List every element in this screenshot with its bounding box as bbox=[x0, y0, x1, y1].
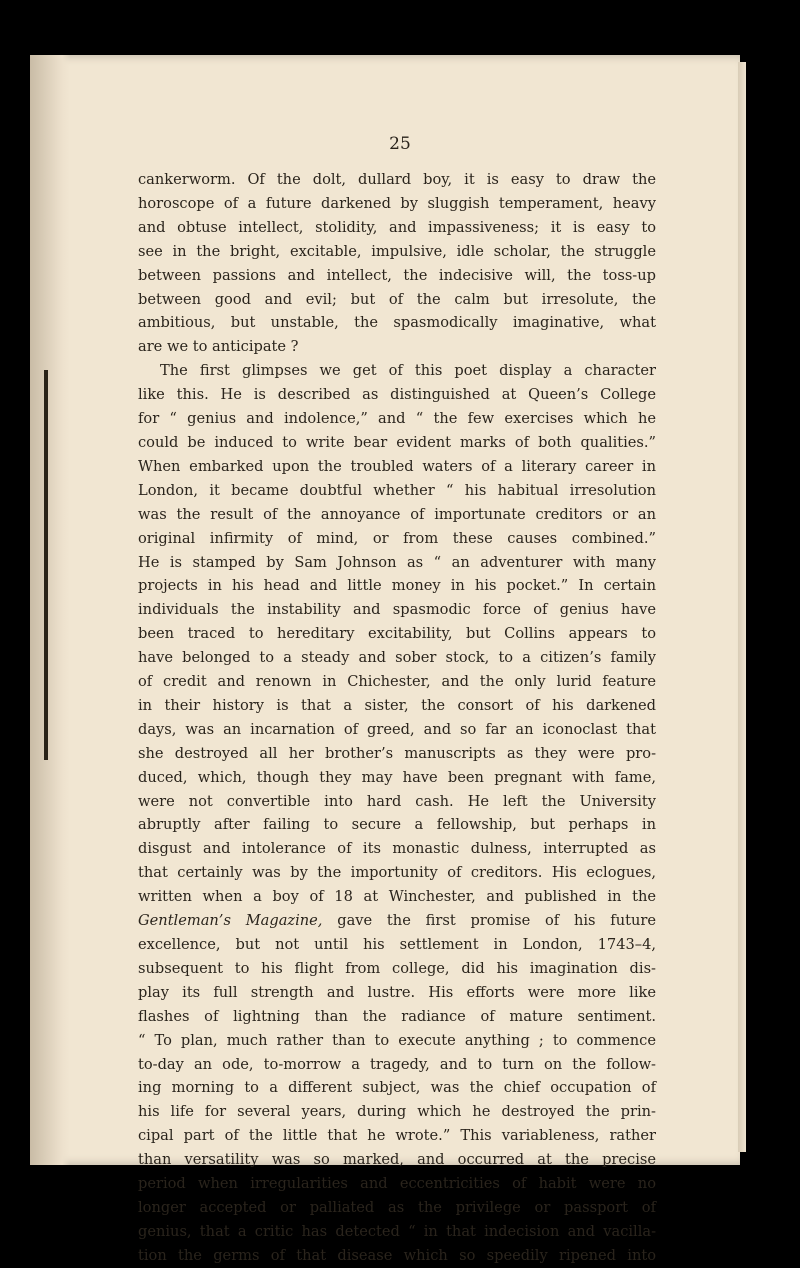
text-line: period when irregularities and eccentricities of habit were no bbox=[138, 1175, 656, 1193]
binding-rule bbox=[44, 370, 48, 760]
text-line: abruptly after failing to secure a fellowship, but perhaps in bbox=[138, 816, 656, 834]
text-line: tion the germs of that disease which so speedily ripened into bbox=[138, 1246, 656, 1264]
body-text bbox=[138, 168, 656, 1268]
text-line: excellence, but not until his settlement in London, 1743–4, bbox=[138, 936, 656, 953]
text-line: like this. He is described as distinguished at Queen’s College bbox=[138, 386, 656, 404]
text-line: original infirmity of mind, or from these causes combined.” bbox=[138, 529, 656, 547]
page-number: 25 bbox=[389, 134, 411, 154]
text-line: were not convertible into hard cash. He left the University bbox=[138, 792, 656, 810]
text-line: genius, that a critic has detected “ in that indecision and vacilla- bbox=[138, 1222, 656, 1240]
text-line: disgust and intolerance of its monastic dulness, interrupted as bbox=[138, 840, 656, 858]
text-line: of credit and renown in Chichester, and the only lurid feature bbox=[138, 673, 656, 691]
text-line: she destroyed all her brother’s manuscripts as they were pro- bbox=[138, 744, 656, 762]
text-line: subsequent to his flight from college, did his imagination dis- bbox=[138, 959, 656, 977]
text-line: than versatility was so marked, and occurred at the precise bbox=[138, 1151, 656, 1169]
text-line: projects in his head and little money in his pocket.” In certain bbox=[138, 577, 656, 595]
text-line: flashes of lightning than the radiance of mature sentiment. bbox=[138, 1007, 656, 1025]
text-line: cankerworm. Of the dolt, dullard boy, it is easy to draw the bbox=[138, 171, 656, 188]
text-line: The first glimpses we get of this poet display a character bbox=[160, 362, 656, 380]
text-line: are we to anticipate ? bbox=[138, 338, 299, 356]
text-line-with-title bbox=[138, 909, 656, 933]
text-line: When embarked upon the troubled waters of a literary career in bbox=[138, 457, 656, 475]
text-line: for “ genius and indolence,” and “ the few exercises which he bbox=[138, 410, 656, 428]
text-line: ambitious, but unstable, the spasmodically imaginative, what bbox=[138, 314, 656, 332]
text-line: have belonged to a steady and sober stock, to a citizen’s family bbox=[138, 649, 656, 667]
text-fragment: gave the first promise of his future bbox=[322, 912, 656, 930]
text-line: in their history is that a sister, the consort of his darkened bbox=[138, 696, 656, 714]
text-line: between passions and intellect, the indecisive will, the toss-up bbox=[138, 266, 656, 284]
text-line: He is stamped by Sam Johnson as “ an adventurer with many bbox=[138, 553, 656, 571]
text-line: horoscope of a future darkened by sluggish temperament, heavy bbox=[138, 194, 656, 212]
text-line: see in the bright, excitable, impulsive, idle scholar, the struggle bbox=[138, 242, 656, 260]
text-line: “ To plan, much rather than to execute anything ; to commence bbox=[138, 1031, 656, 1049]
text-line: between good and evil; but of the calm but irresolute, the bbox=[138, 290, 656, 308]
page-edge bbox=[738, 62, 746, 1152]
text-line: and obtuse intellect, stolidity, and impassiveness; it is easy to bbox=[138, 218, 656, 236]
text-line: that certainly was by the importunity of creditors. His eclogues, bbox=[138, 864, 656, 882]
text-line: days, was an incarnation of greed, and so far an iconoclast that bbox=[138, 720, 656, 738]
text-line: longer accepted or palliated as the privilege or passport of bbox=[138, 1198, 656, 1216]
text-line: was the result of the annoyance of importunate creditors or an bbox=[138, 505, 656, 523]
text-line: duced, which, though they may have been pregnant with fame, bbox=[138, 768, 656, 786]
text-line: London, it became doubtful whether “ his habitual irresolution bbox=[138, 481, 656, 499]
text-line: cipal part of the little that he wrote.” This variableness, rather bbox=[138, 1127, 656, 1145]
text-line: individuals the instability and spasmodic force of genius have bbox=[138, 601, 656, 619]
page-binding-shadow bbox=[30, 55, 70, 1165]
text-line: ing morning to a different subject, was the chief occupation of bbox=[138, 1079, 656, 1097]
text-line: written when a boy of 18 at Winchester, and published in the bbox=[138, 888, 656, 906]
text-line: been traced to hereditary excitability, but Collins appears to bbox=[138, 625, 656, 643]
text-line: his life for several years, during which he destroyed the prin- bbox=[138, 1103, 656, 1121]
magazine-title: Gentleman’s Magazine, bbox=[138, 912, 323, 930]
text-line: could be induced to write bear evident marks of both qualities.” bbox=[138, 433, 656, 451]
text-line: play its full strength and lustre. His efforts were more like bbox=[138, 983, 656, 1001]
text-line: to-day an ode, to-morrow a tragedy, and to turn on the follow- bbox=[138, 1055, 656, 1073]
